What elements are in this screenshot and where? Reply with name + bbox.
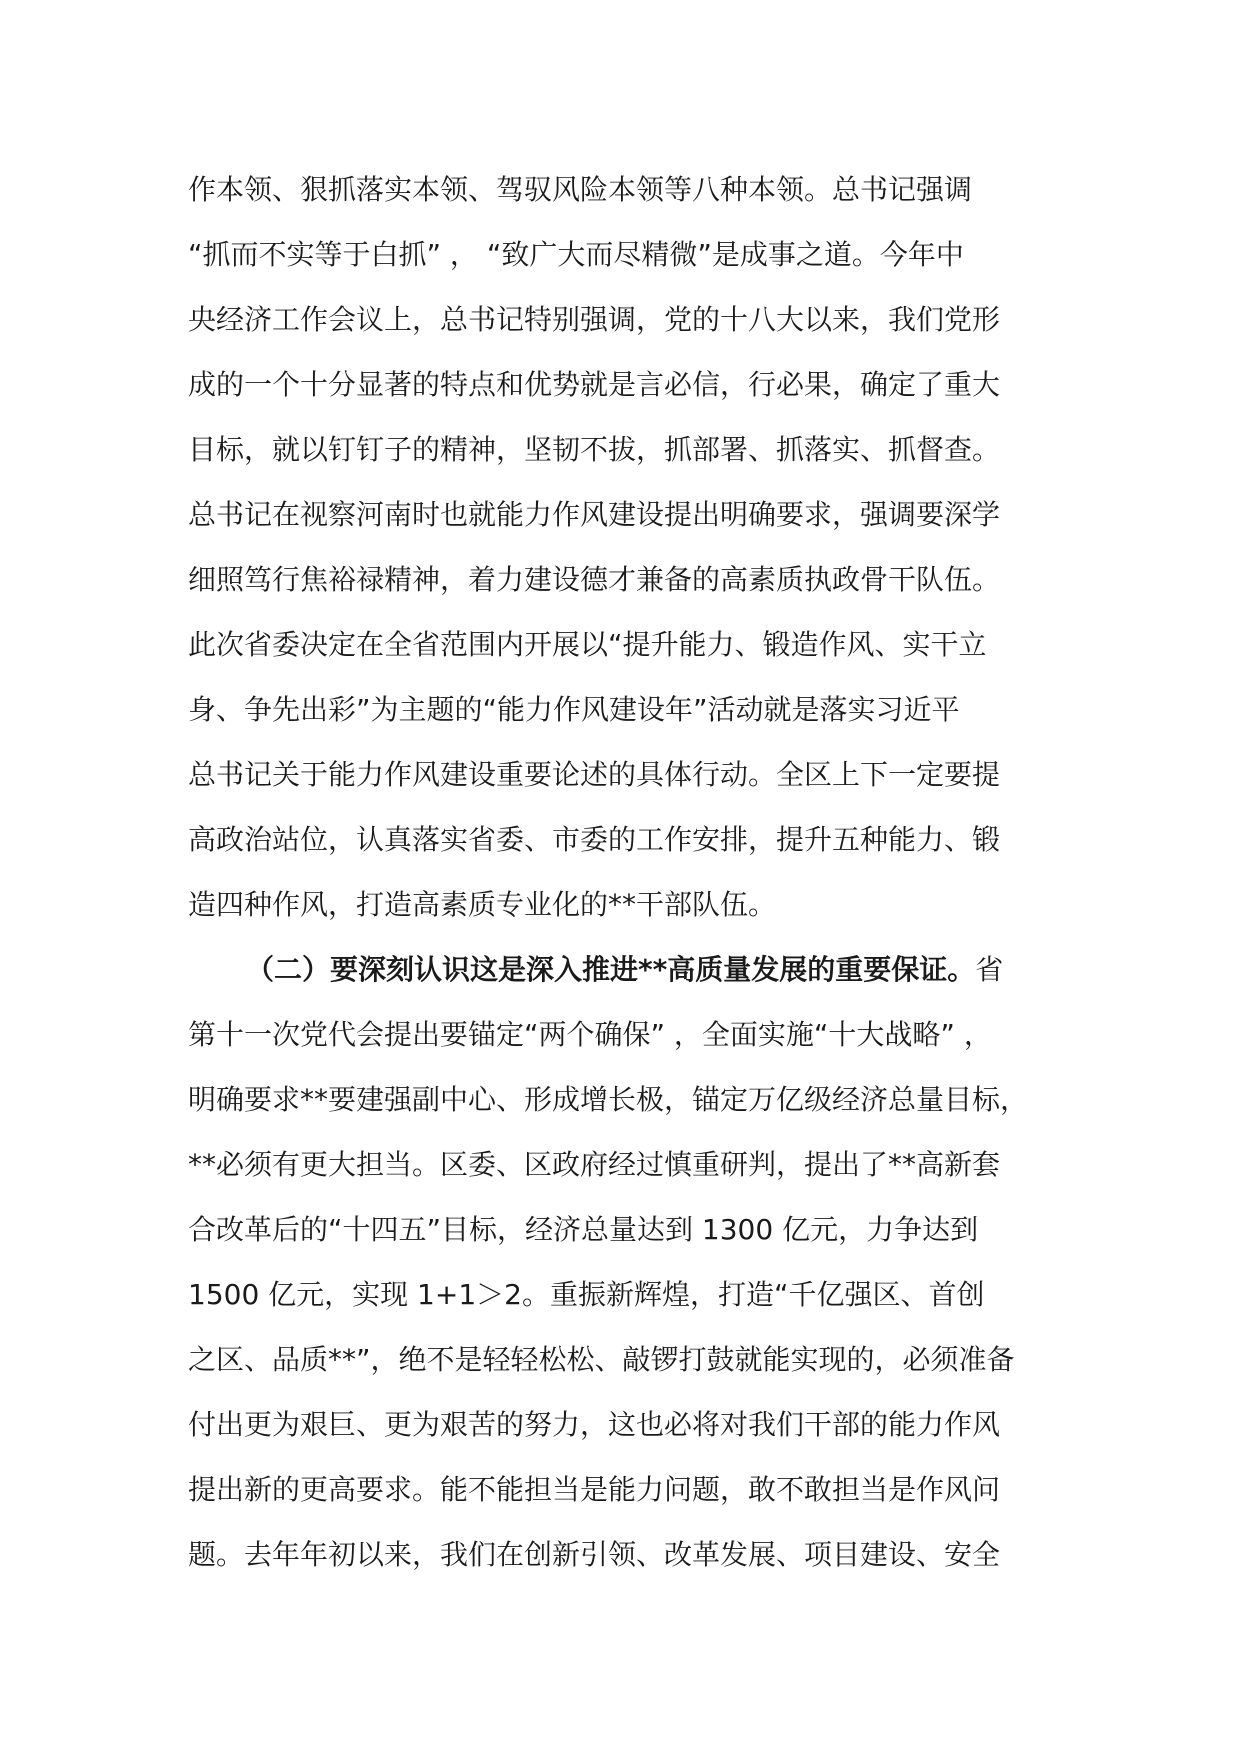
document-body bbox=[188, 170, 1068, 1600]
body-line: “抓而不实等于白抓” ， “致广大而尽精微”是成事之道。今年中 bbox=[188, 238, 964, 271]
body-line: 题。去年年初以来，我们在创新引领、改革发展、项目建设、安全 bbox=[188, 1538, 1001, 1571]
body-line: 第十一次党代会提出要锚定“两个确保” ，全面实施“十大战略” ， bbox=[188, 1018, 992, 1051]
body-line: 之区、品质**”，绝不是轻轻松松、敲锣打鼓就能实现的，必须准备 bbox=[188, 1343, 1015, 1376]
body-line: 总书记在视察河南时也就能力作风建设提出明确要求，强调要深学 bbox=[188, 498, 1001, 531]
section-heading-continuation: 省 bbox=[975, 953, 1004, 986]
body-line: 付出更为艰巨、更为艰苦的努力，这也必将对我们干部的能力作风 bbox=[188, 1408, 1001, 1441]
body-line: 身、争先出彩”为主题的“能力作风建设年”活动就是落实习近平 bbox=[188, 693, 960, 726]
body-line: 此次省委决定在全省范围内开展以“提升能力、锻造作风、实干立 bbox=[188, 628, 987, 661]
body-line: 高政治站位，认真落实省委、市委的工作安排，提升五种能力、锻 bbox=[188, 823, 1001, 856]
body-line: 造四种作风，打造高素质专业化的**干部队伍。 bbox=[188, 888, 777, 921]
body-line: 细照笃行焦裕禄精神，着力建设德才兼备的高素质执政骨干队伍。 bbox=[188, 563, 1001, 596]
body-line: 合改革后的“十四五”目标，经济总量达到 1300 亿元，力争达到 bbox=[188, 1213, 979, 1246]
body-line: 成的一个十分显著的特点和优势就是言必信，行必果，确定了重大 bbox=[188, 368, 1001, 401]
body-line: 明确要求**要建强副中心、形成增长极，锚定万亿级经济总量目标， bbox=[188, 1083, 1029, 1116]
section-heading-line bbox=[188, 950, 1068, 1015]
body-line: 目标，就以钉钉子的精神，坚韧不拔，抓部署、抓落实、抓督查。 bbox=[188, 433, 1001, 466]
body-line: 总书记关于能力作风建设重要论述的具体行动。全区上下一定要提 bbox=[188, 758, 1001, 791]
section-heading: （二）要深刻认识这是深入推进**高质量发展的重要保证。 bbox=[246, 953, 976, 986]
body-line: 央经济工作会议上，总书记特别强调，党的十八大以来，我们党形 bbox=[188, 303, 1001, 336]
body-line: **必须有更大担当。区委、区政府经过慎重研判，提出了**高新套 bbox=[188, 1148, 1001, 1181]
body-line: 提出新的更高要求。能不能担当是能力问题，敢不敢担当是作风问 bbox=[188, 1473, 1001, 1506]
body-line: 1500 亿元，实现 1+1＞2。重振新辉煌，打造“千亿强区、首创 bbox=[188, 1278, 985, 1311]
body-line: 作本领、狠抓落实本领、驾驭风险本领等八种本领。总书记强调 bbox=[188, 173, 973, 206]
